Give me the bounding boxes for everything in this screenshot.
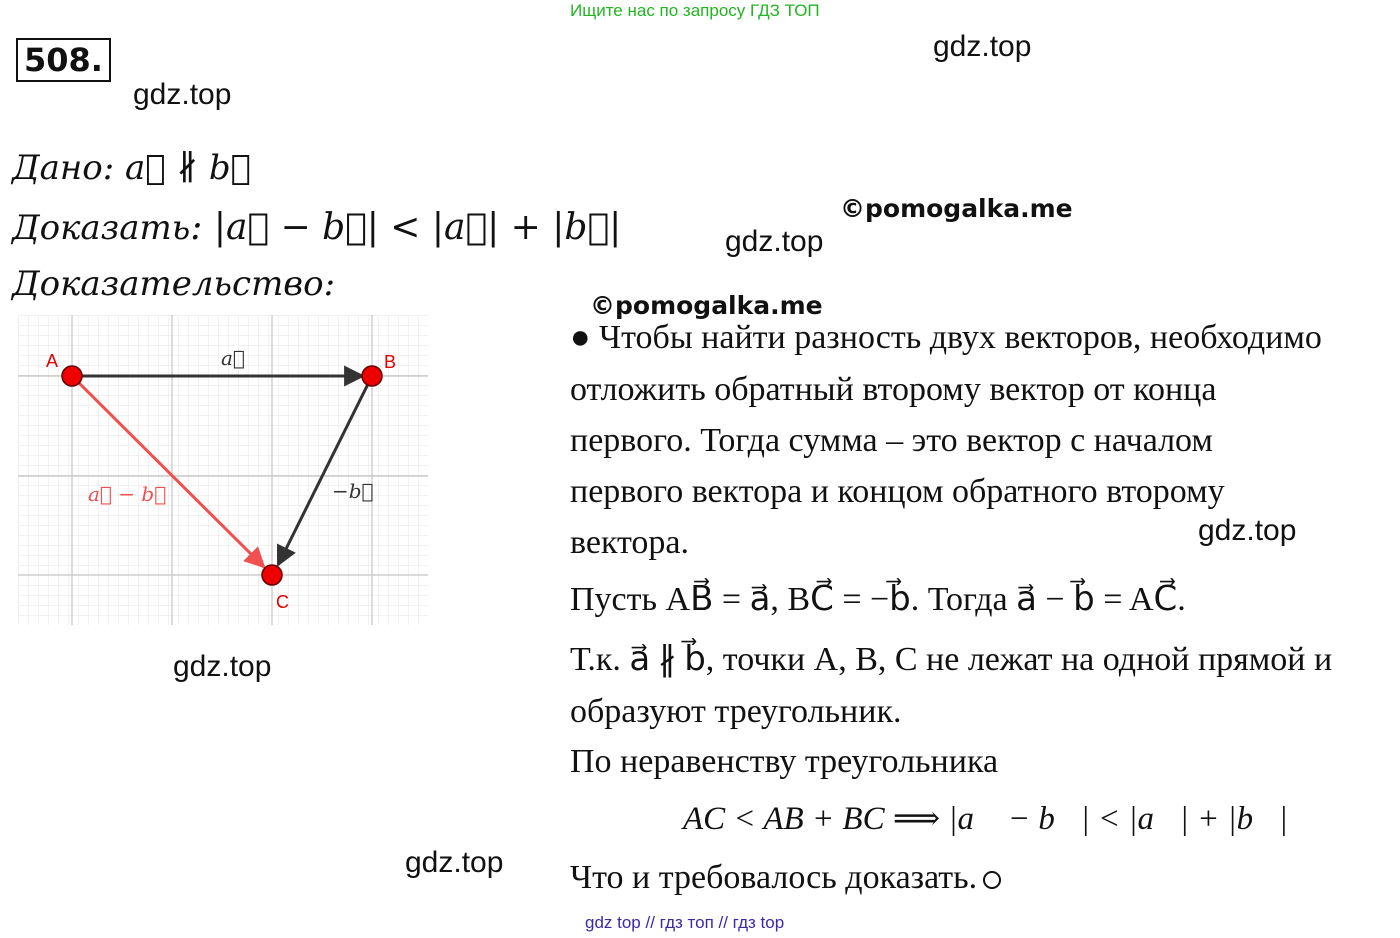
point-c-label: C	[276, 592, 289, 612]
prove-expression: : |a⃗ − b⃗| < |a⃗| + |b⃗|	[190, 207, 622, 248]
vector-neg-b-label: −b⃗	[332, 479, 374, 503]
gdz-watermark: gdz.top	[933, 30, 1032, 63]
point-c	[262, 565, 282, 585]
prove-line	[12, 207, 621, 248]
proof-line: Доказательство:	[12, 264, 336, 304]
vector-triangle-diagram	[18, 315, 428, 625]
given-expression: : a⃗ ∦ b⃗	[102, 148, 252, 188]
explanation-line-2: отложить обратный второму вектор от конца	[570, 371, 1217, 408]
explanation-line-1: ● Чтобы найти разность двух векторов, необходимо	[570, 319, 1322, 356]
explanation-line-4: первого вектора и концом обратного второму	[570, 473, 1225, 510]
explanation-line-3: первого. Тогда сумма – это вектор с началом	[570, 422, 1213, 459]
gdz-watermark: gdz.top	[1198, 514, 1297, 547]
gdz-watermark: gdz.top	[405, 846, 504, 879]
vector-a-label: a⃗	[221, 346, 245, 370]
qed-text: Что и требовалось доказать.	[570, 859, 978, 896]
prove-label: Доказать	[12, 208, 191, 248]
bottom-links[interactable]: gdz top // гдз топ // гдз top	[585, 913, 785, 932]
proof-label: Доказательство	[12, 264, 324, 304]
copyright-watermark: ©pomogalka.me	[840, 194, 1073, 223]
point-a-label: A	[46, 351, 59, 371]
triangle-inequality-formula: AC < AB + BC ⟹ |a⃗ − b⃗| < |a⃗| + |b⃗|	[683, 801, 1288, 837]
inequality-intro: По неравенству треугольника	[570, 743, 999, 780]
top-banner[interactable]: Ищите нас по запросу ГДЗ ТОП	[570, 1, 820, 20]
point-a	[62, 366, 82, 386]
explanation-line-5: вектора.	[570, 524, 690, 561]
point-b-label: B	[384, 352, 397, 372]
problem-number: 508.	[16, 38, 111, 82]
point-b	[362, 366, 382, 386]
triangle-statement: образуют треугольник.	[570, 693, 902, 730]
let-statement: Пусть AB⃗ = a⃗, BC⃗ = −b⃗. Тогда a⃗ − b⃗ = AC⃗.	[570, 581, 1186, 618]
copyright-watermark: ©pomogalka.me	[590, 291, 823, 320]
qed-line	[570, 852, 1001, 903]
since-statement: Т.к. a⃗ ∦ b⃗, точки A, B, C не лежат на одной прямой и	[570, 641, 1333, 678]
given-line	[12, 148, 251, 188]
vector-diff-label: a⃗ − b⃗	[88, 482, 167, 506]
given-label: Дано	[12, 148, 103, 188]
gdz-watermark: gdz.top	[133, 78, 232, 111]
end-of-proof-icon	[983, 871, 1001, 889]
gdz-watermark: gdz.top	[173, 650, 272, 683]
gdz-watermark: gdz.top	[725, 225, 824, 258]
